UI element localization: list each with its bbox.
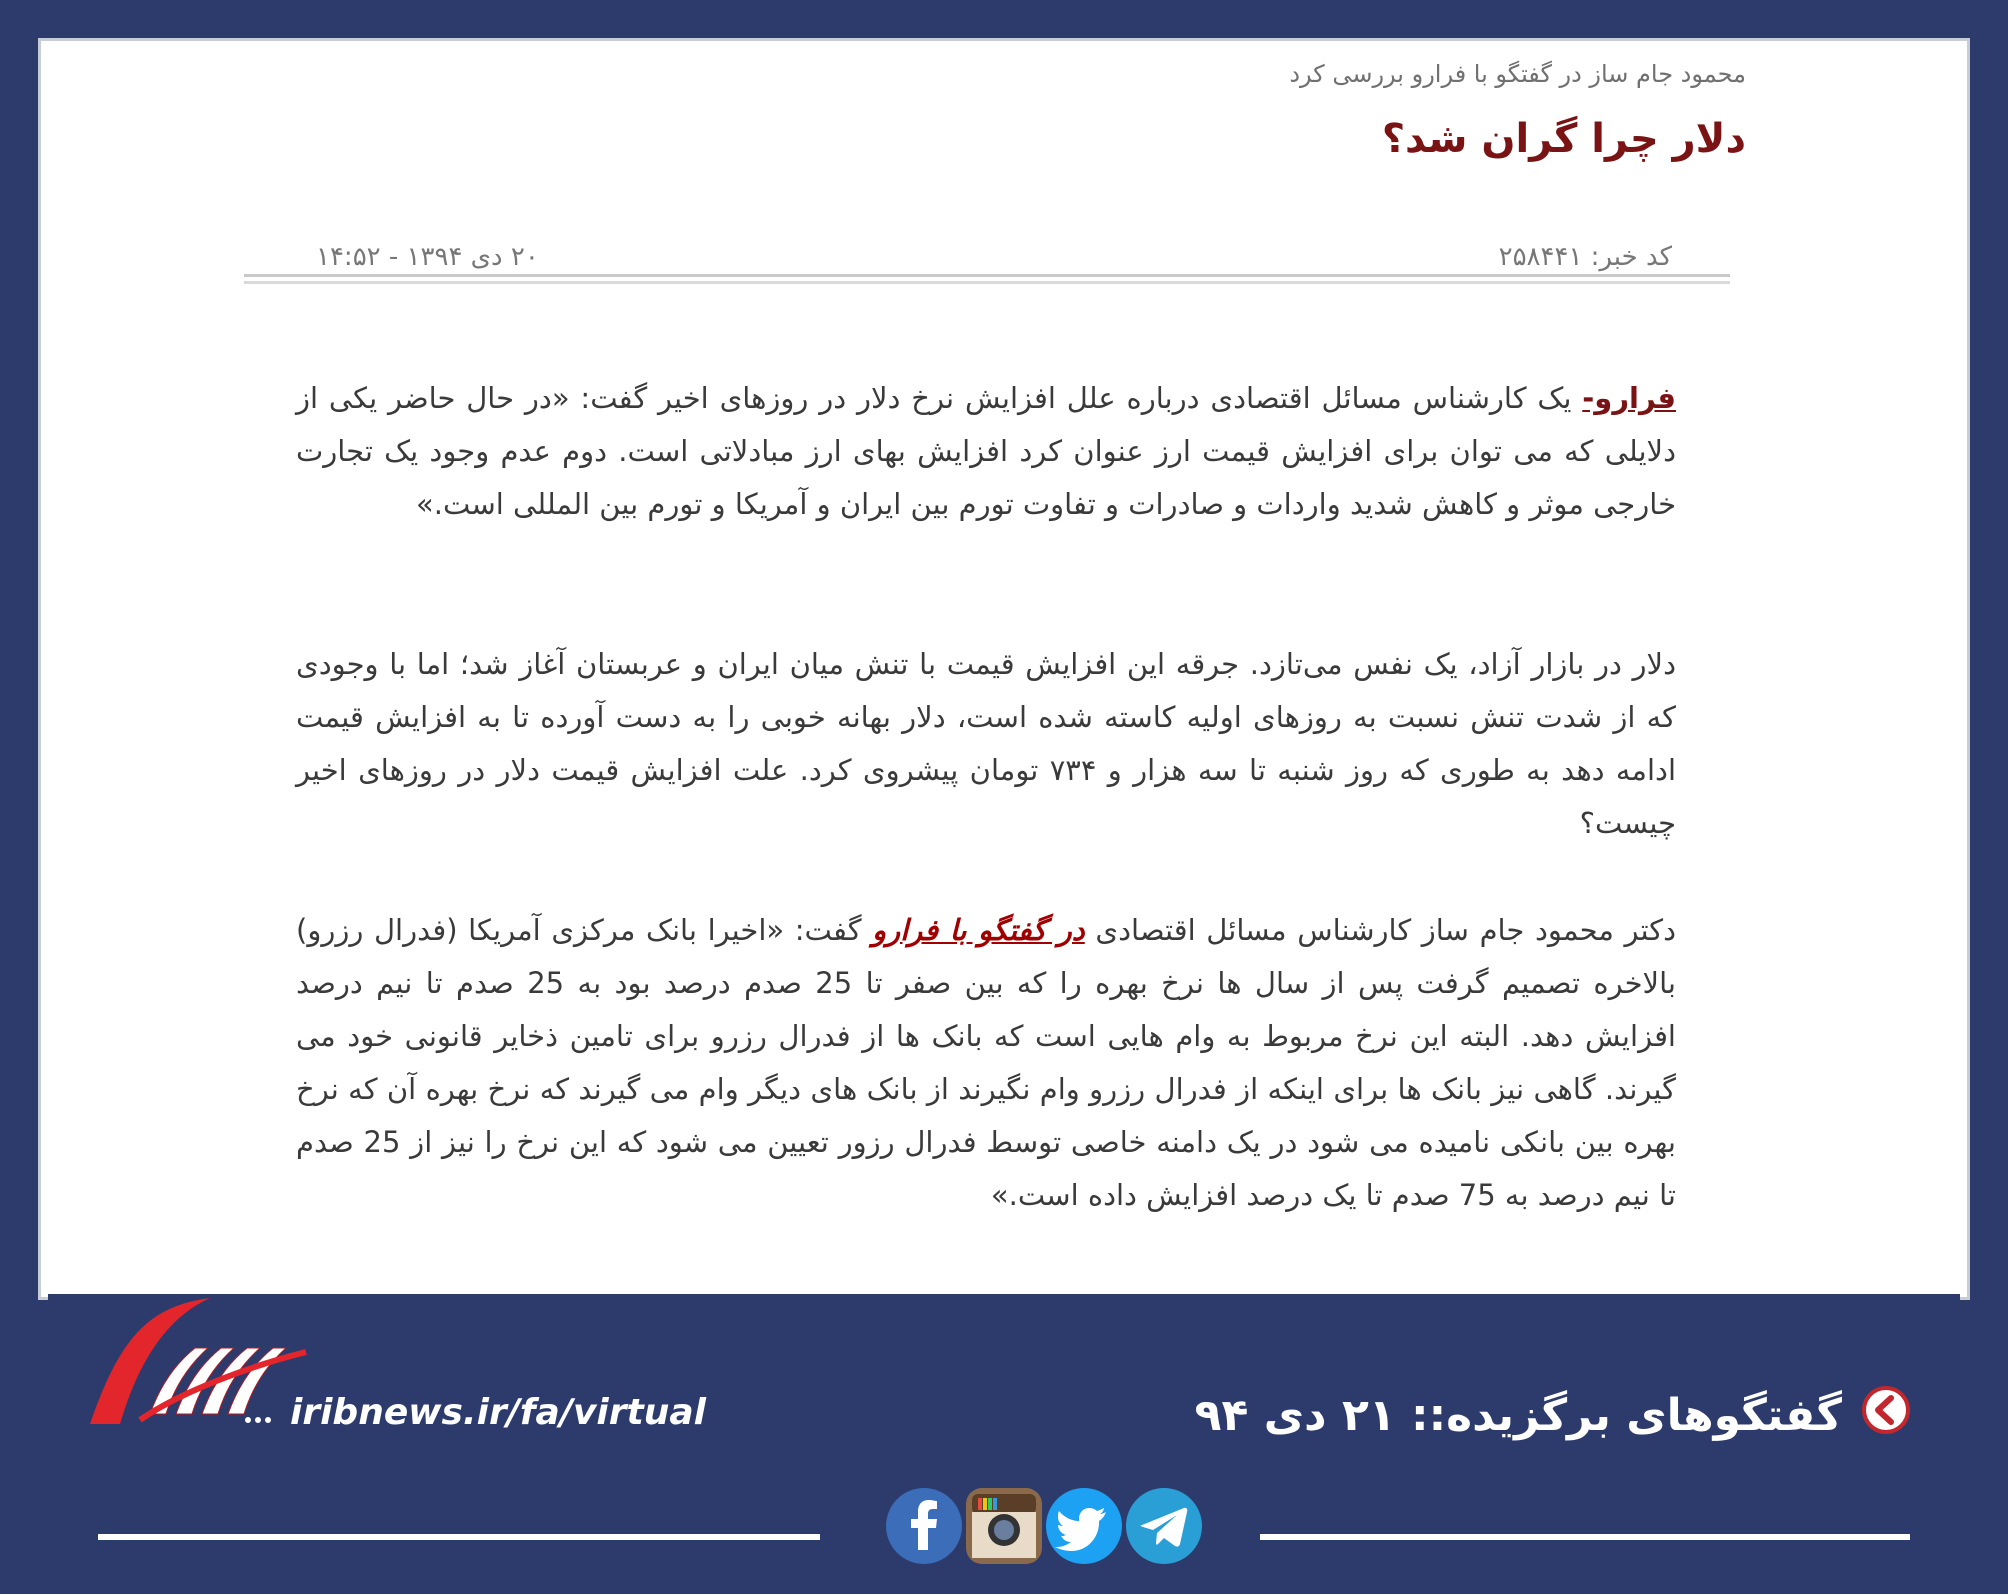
site-url[interactable]: iribnews.ir/fa/virtual (290, 1392, 706, 1433)
instagram-icon[interactable] (966, 1488, 1042, 1564)
news-code: کد خبر: ۲۵۸۴۴۱ (1498, 242, 1672, 272)
article-meta (244, 242, 1744, 278)
article-paragraph-1 (296, 372, 1676, 531)
article-headline: دلار چرا گران شد؟ (1381, 116, 1746, 162)
paragraph-text: گفت: «اخیرا بانک مرکزی آمریکا (فدرال رزرو) بالاخره تصمیم گرفت پس از سال ها نرخ بهره را که بین صفر تا 25 صدم درصد بود به 25 صدم تا نیم درصد افزایش دهد. البته این نرخ مربوط به وام هایی است که بانک ها از فدرال رزرو برای تامین ذخایر قانونی خود می گیرند. گاهی نیز بانک ها برای اینکه از فدرال رزرو وام نگیرند از بانک های دیگر وام می گیرند که نرخ بهره آن که نرخ بهره بین بانکی نامیده می شود در یک دامنه خاصی توسط فدرال رزور تعیین می شود که این نرخ را نیز از 25 صدم تا نیم درصد به 75 صدم تا یک درصد افزایش داده است.» (296, 913, 1676, 1212)
source-link[interactable]: فرارو- (1582, 381, 1676, 415)
iribnews-logo (80, 1296, 310, 1430)
header-divider-secondary (244, 281, 1730, 284)
paragraph-text: دلار در بازار آزاد، یک نفس می‌تازد. جرقه این افزایش قیمت با تنش میان ایران و عربستان آغاز شد؛ اما با وجودی که از شدت تنش نسبت به روزهای اولیه کاسته شده است، دلار بهانه خوبی را به دست آورده تا به افزایش قیمت ادامه دهد به طوری که روز شنبه تا سه هزار و ۷۳۴ تومان پیشروی کرد. علت افزایش قیمت دلار در روزهای اخیر چیست؟ (296, 647, 1676, 840)
twitter-icon[interactable] (1046, 1488, 1122, 1564)
footer-line-left (98, 1534, 820, 1540)
article-paragraph-3 (296, 904, 1676, 1222)
interview-link[interactable]: در گفتگو با فرارو (872, 913, 1085, 947)
featured-interviews-label (1195, 1384, 1912, 1447)
article-paragraph-2 (296, 638, 1676, 850)
paragraph-text: یک کارشناس مسائل اقتصادی درباره علل افزایش نرخ دلار در روزهای اخیر گفت: «در حال حاضر یکی از دلایلی که می توان برای افزایش قیمت ارز عنوان کرد افزایش بهای ارز مبادلاتی است. دوم عدم وجود یک تجارت خارجی موثر و کاهش شدید واردات و صادرات و تفاوت تورم بین ایران و آمریکا و تورم بین المللی است.» (296, 381, 1676, 521)
publish-date: ۲۰ دی ۱۳۹۴ - ۱۴:۵۲ (316, 242, 539, 272)
telegram-icon[interactable] (1126, 1488, 1202, 1564)
header-divider (244, 274, 1730, 277)
chevron-left-icon (1860, 1384, 1912, 1447)
footer-line-right (1260, 1534, 1910, 1540)
article-kicker: محمود جام ساز در گفتگو با فرارو بررسی کرد (1289, 60, 1746, 88)
facebook-icon[interactable] (886, 1488, 962, 1564)
featured-label-text: گفتگوهای برگزیده:: ۲۱ دی ۹۴ (1194, 1390, 1842, 1441)
paragraph-text: دکتر محمود جام ساز کارشناس مسائل اقتصادی (1084, 913, 1676, 947)
